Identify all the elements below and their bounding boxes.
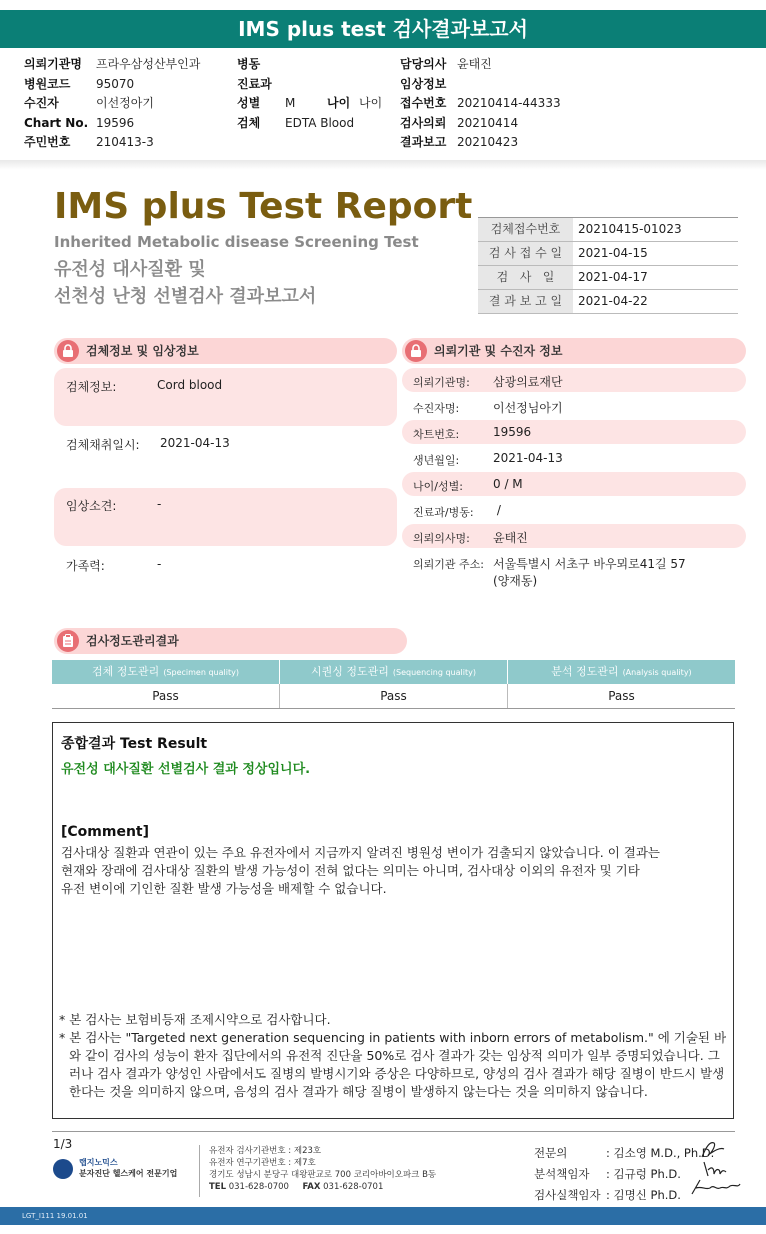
info-value: 2021-04-17 [578,270,648,284]
signature-role: 검사실책임자 [534,1188,601,1202]
info-label: 검체접수번호 [478,218,573,241]
address-line-2: (양재동) [493,574,538,588]
address-line-1: 서울특별시 서초구 바우뫼로41길 57 [493,557,686,571]
age-label: 나이 [327,96,351,110]
address-label: 의뢰기관 주소: [413,558,484,571]
footer-separator [199,1145,200,1197]
patient-value: 윤태진 [493,531,528,545]
report-title-en: IMS plus Test Report [54,186,473,227]
notes [59,1011,729,1101]
header-label: Chart No. [24,115,89,130]
signature-role: 분석책임자 [534,1167,590,1181]
logo-name: 랩지노믹스 [79,1158,118,1167]
patient-section-header [402,338,746,364]
patient-label: 차트번호: [413,428,460,441]
license-line: 유전자 연구기관번호 : 제7호 [209,1158,316,1168]
header-divider [0,160,766,170]
report-top-title: IMS plus test 검사결과보고서 [0,10,766,48]
comment-text [61,844,726,898]
patient-value: / [493,503,501,517]
header-value: 95070 [96,76,135,91]
info-value: 20210415-01023 [578,222,682,236]
specimen-info-label: 검체정보: [66,380,117,394]
quality-col-header [280,660,508,684]
specimen-label: 검체 [237,115,261,130]
info-label: 결 과 보 고 일 [478,290,573,313]
header-label: 의뢰기관명 [24,57,82,71]
info-value: 2021-04-15 [578,246,648,260]
license-line: 유전자 검사기관번호 : 제23호 [209,1146,322,1156]
info-row [478,266,738,290]
test-result-box [52,722,734,1119]
specimen-info-value: Cord blood [157,378,223,392]
report-subtitle-ko-2: 선천성 난청 선별검사 결과보고서 [54,286,317,307]
header-label: 임상정보 [400,76,447,91]
dept-label: 진료과 [237,76,272,91]
quality-table-row [52,684,735,709]
patient-value: 2021-04-13 [493,451,563,465]
quality-table [52,660,735,709]
specimen-value: EDTA Blood [285,115,355,130]
contact-line [209,1181,436,1193]
age-value: 나이 [359,96,383,110]
info-row [478,242,738,266]
clipboard-icon [57,630,79,652]
patient-value: 이선정님아기 [493,401,563,415]
signature-name: : 김소영 M.D., Ph.D. [606,1146,715,1160]
company-logo [53,1157,193,1187]
collect-date-label: 검체채취일시: [66,438,140,452]
quality-result: Pass [608,689,635,703]
signature-name: : 김규렁 Ph.D. [606,1167,681,1181]
note-item: * 본 검사는 "Targeted next generation sequencing in patients with inborn errors of metabolism." 에 기술된 바와 같이 검사의 성능이 환자 집단에서의 유전적 진단율 50%로 검사 결과가 갖는 임상적 의미가 일부 증명되었습니다. 그러나 검사 결과가 양성인 사람에서도 질병의 발병시기와 증상은 다양하므로, 양성의 검사 결과가 해당 질병이 반드시 발생한다는 것을 의미하지 않으며, 음성의 검사 결과가 해당 질병이 발생하지 않는다는 것을 의미하지 않습니다. [59,1030,727,1099]
fax-label: FAX [302,1182,321,1192]
patient-value: 19596 [493,425,532,439]
patient-label: 생년월일: [413,454,460,467]
header-value: 20210423 [457,135,519,149]
patient-value: 삼광의료재단 [493,375,563,389]
ward-label: 병동 [237,57,261,71]
sex-value: M [285,96,296,110]
signature-row [534,1143,714,1164]
header-label: 수진자 [24,96,59,110]
specimen-row-bg [54,368,397,426]
quality-result: Pass [52,684,280,708]
header-label: 접수번호 [400,96,447,110]
info-label: 검 사 접 수 일 [478,242,573,265]
specimen-section-title: 검체정보 및 임상정보 [86,344,199,358]
header-value: 윤태진 [457,57,492,71]
signature-role: 전문의 [534,1146,568,1160]
patient-label: 의뢰의사명: [413,532,470,545]
footer-bar [0,1207,766,1225]
header-value: 210413-3 [96,135,154,149]
comment-line: 현재와 장래에 검사대상 질환의 발생 가능성이 전혀 없다는 의미는 아니며, 검사대상 이외의 유전자 및 기타 [61,863,640,878]
quality-col-name: 시퀀싱 정도관리 [311,665,389,678]
tel-label: TEL [209,1182,227,1192]
quality-col-en: (Sequencing quality) [392,668,476,677]
signature-name: : 김명신 Ph.D. [606,1188,681,1202]
patient-label: 진료과/병동: [413,506,474,519]
quality-section-header [54,628,407,654]
patient-value: 0 / M [493,477,523,491]
comment-title: [Comment] [61,824,150,840]
quality-result: Pass [280,684,508,708]
header-label: 담당의사 [400,57,447,71]
patient-section-title: 의뢰기관 및 수진자 정보 [434,344,563,358]
header-value: 20210414 [457,115,519,130]
logo-mark-icon [53,1159,73,1179]
info-value: 2021-04-22 [578,294,648,308]
family-history-label: 가족력: [66,559,105,573]
header-value: 20210414-44333 [457,96,561,110]
tel-value: 031-628-0700 [228,1182,289,1192]
note-item: * 본 검사는 보험비등재 조제시약으로 검사합니다. [59,1012,331,1027]
lock-icon [405,340,427,362]
patient-label: 의뢰기관명: [413,376,470,389]
license-info [209,1145,436,1193]
quality-section-title: 검사정도관리결과 [86,634,179,648]
quality-col-name: 검체 정도관리 [92,665,160,678]
header-value: 19596 [96,115,135,130]
info-label: 검 사 일 [478,266,573,289]
report-subtitle-en: Inherited Metabolic disease Screening Test [54,233,419,251]
page-number: 1/3 [53,1137,73,1151]
header-label: 병원코드 [24,76,71,91]
fax-value: 031-628-0701 [323,1182,384,1192]
test-result-summary: 유전성 대사질환 선별검사 결과 정상입니다. [61,762,311,777]
clinical-value: - [157,497,162,511]
quality-col-header [508,660,735,684]
test-result-title: 종합결과 Test Result [61,736,208,752]
info-row [478,290,738,314]
specimen-section-header [54,338,397,364]
lock-icon [57,340,79,362]
header-label: 검사의뢰 [400,115,447,130]
comment-line: 유전 변이에 기인한 질환 발생 가능성을 배제할 수 없습니다. [61,881,387,896]
signature-mark-3 [688,1176,744,1198]
quality-col-en: (Specimen quality) [163,668,239,677]
header-col-1 [24,55,200,153]
patient-label: 나이/성별: [413,480,463,493]
patient-label: 수진자명: [413,402,460,415]
quality-col-header [52,660,280,684]
info-row [478,218,738,242]
header-col-2 [237,55,382,133]
sex-label: 성별 [237,96,261,110]
collect-date-value: 2021-04-13 [160,436,230,450]
logo-tagline: 분자진단 헬스케어 전문기업 [79,1169,178,1178]
quality-col-name: 분석 정도관리 [551,665,619,678]
clinical-label: 임상소견: [66,499,117,513]
family-history-value: - [157,557,162,571]
quality-col-en: (Analysis quality) [622,668,692,677]
header-label: 주민번호 [24,135,71,149]
header-col-3 [400,55,561,153]
header-value: 프라우삼성산부인과 [96,57,201,71]
report-subtitle-ko-1: 유전성 대사질환 및 [54,259,206,280]
quality-table-header [52,660,735,684]
comment-line: 검사대상 질환과 연관이 있는 주요 유전자에서 지금까지 알려진 병원성 변이가 검출되지 않았습니다. 이 결과는 [61,845,661,860]
header-label: 결과보고 [400,135,447,149]
header-value: 이선정아기 [96,96,154,110]
footer-divider [52,1131,735,1132]
address-line: 경기도 성남시 분당구 대왕판교로 700 코리아바이오파크 B동 [209,1170,437,1180]
receipt-info-table [478,217,738,314]
document-code: LGT_I111 19.01.01 [22,1212,88,1220]
